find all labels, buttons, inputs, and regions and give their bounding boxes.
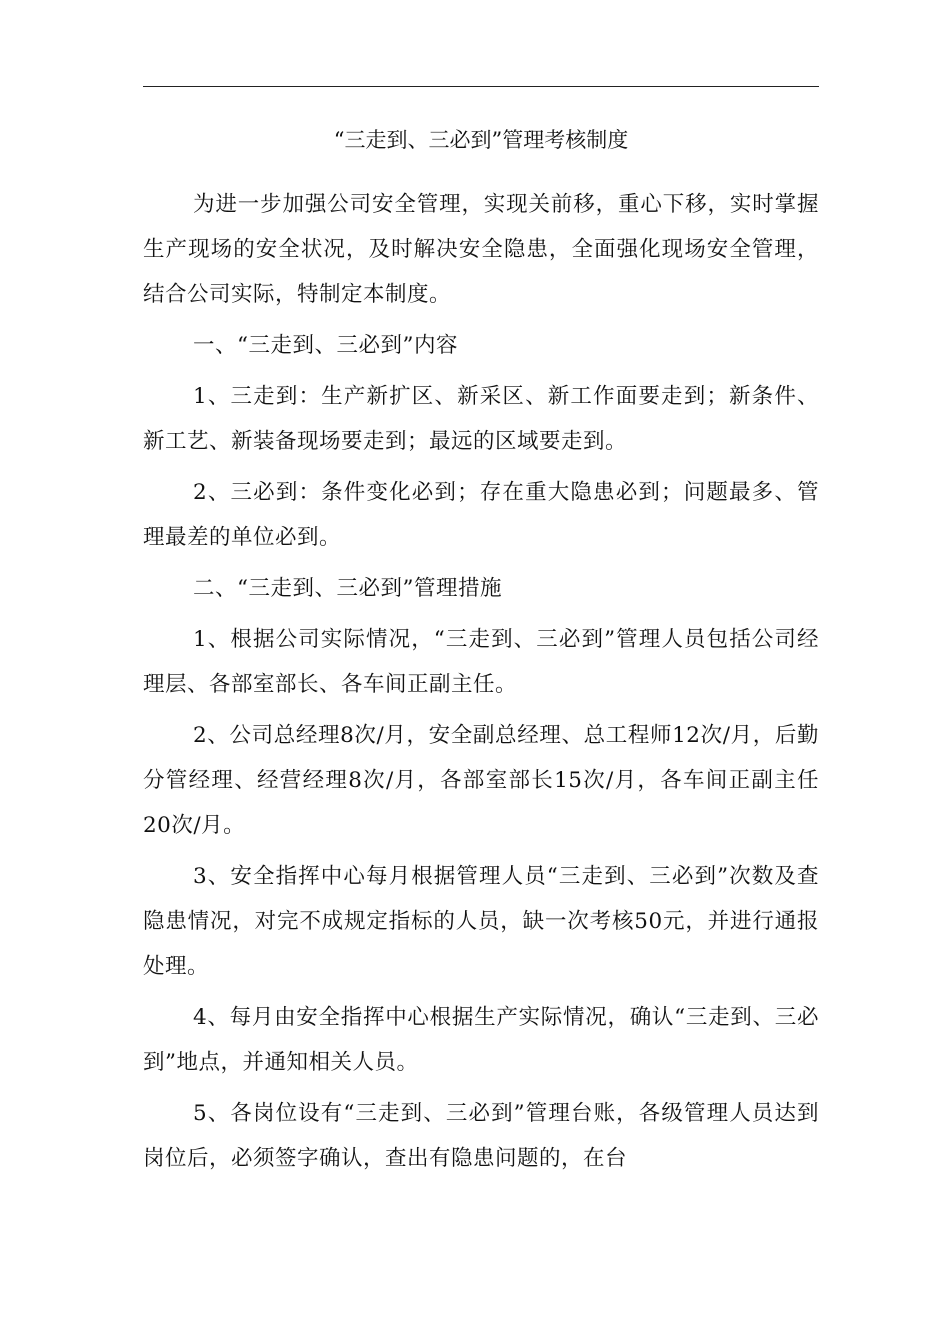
header-rule (143, 86, 819, 87)
document-title: “三走到、三必到”管理考核制度 (333, 128, 629, 152)
paragraph-content-1: 1、三走到：生产新扩区、新采区、新工作面要走到；新条件、新工艺、新装备现场要走到；最远的区域要走到。 (143, 384, 819, 454)
paragraph-measure-1: 1、根据公司实际情况，“三走到、三必到”管理人员包括公司经理层、各部室部长、各车间正副主任。 (143, 627, 819, 697)
paragraph-intro: 为进一步加强公司安全管理，实现关前移，重心下移，实时掌握生产现场的安全状况，及时解决安全隐患，全面强化现场安全管理，结合公司实际，特制定本制度。 (143, 192, 819, 307)
section-heading-content: 一、“三走到、三必到”内容 (193, 333, 458, 358)
paragraph-measure-5: 5、各岗位设有“三走到、三必到”管理台账，各级管理人员达到岗位后，必须签字确认，查出有隐患问题的，在台 (143, 1101, 819, 1171)
paragraph-measure-3: 3、安全指挥中心每月根据管理人员“三走到、三必到”次数及查隐患情况，对完不成规定指标的人员，缺一次考核50元，并进行通报处理。 (143, 864, 819, 979)
section-heading-measures: 二、“三走到、三必到”管理措施 (193, 576, 502, 601)
paragraph-content-2: 2、三必到：条件变化必到；存在重大隐患必到；问题最多、管理最差的单位必到。 (143, 480, 819, 550)
paragraph-measure-4: 4、每月由安全指挥中心根据生产实际情况，确认“三走到、三必到”地点，并通知相关人员。 (143, 1005, 819, 1075)
paragraph-measure-2: 2、公司总经理8次/月，安全副总经理、总工程师12次/月，后勤分管经理、经营经理8次/月，各部室部长15次/月，各车间正副主任20次/月。 (143, 723, 819, 838)
document-body (143, 182, 819, 1187)
